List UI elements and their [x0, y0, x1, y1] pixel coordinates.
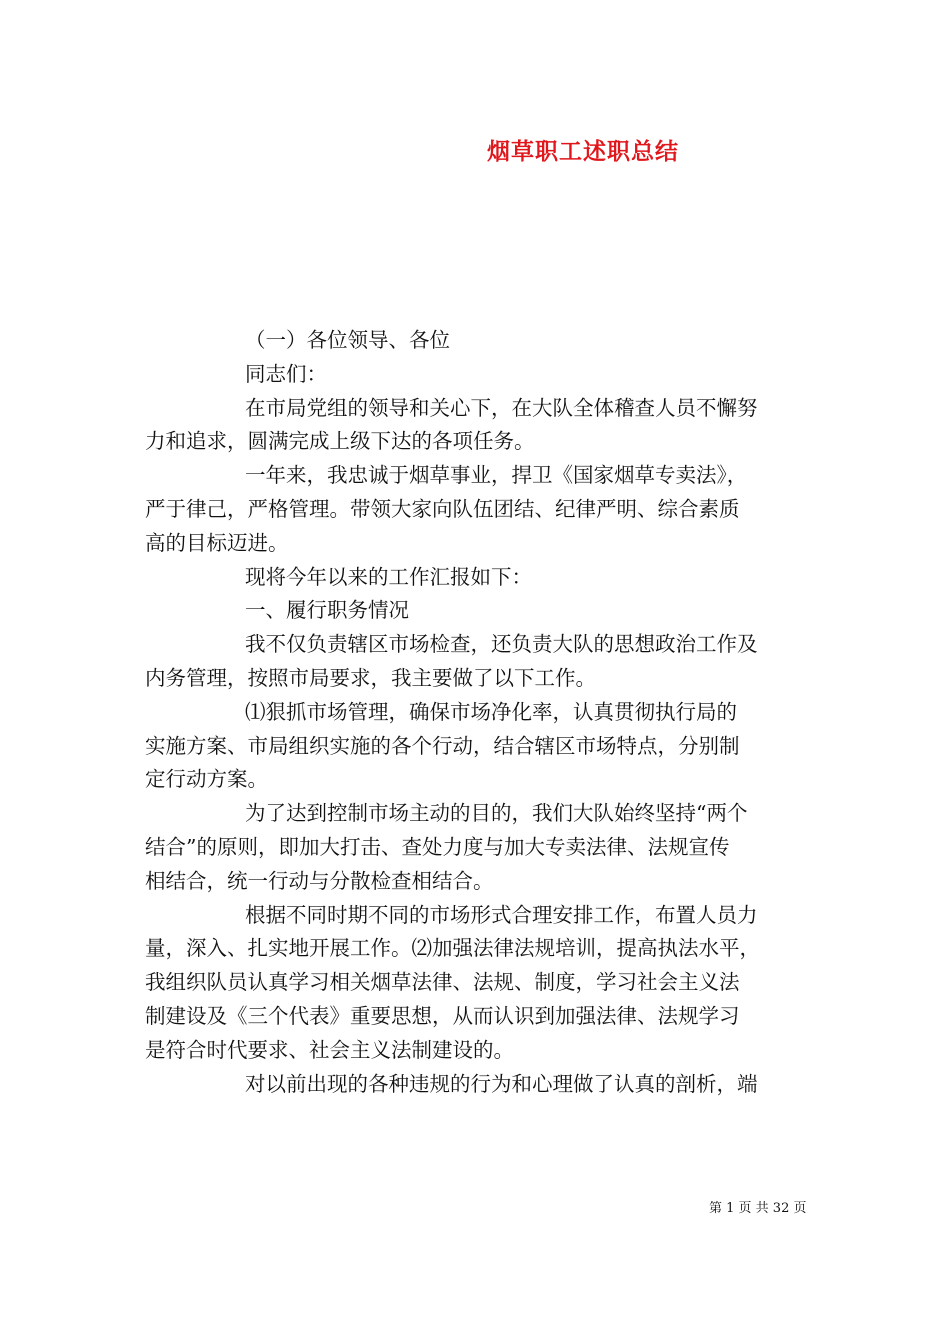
- body-line: 实施方案、市局组织实施的各个行动，结合辖区市场特点，分别制: [145, 733, 740, 758]
- body-line: 量，深入、扎实地开展工作。⑵加强法律法规培训，提高执法水平，: [145, 936, 760, 961]
- body-line: ⑴狠抓市场管理，确保市场净化率，认真贯彻执行局的: [245, 699, 737, 724]
- body-line: （一）各位领导、各位: [245, 328, 450, 352]
- body-line: 高的目标迈进。: [145, 530, 289, 555]
- body-line: 是符合时代要求、社会主义法制建设的。: [145, 1037, 514, 1062]
- body-line: 现将今年以来的工作汇报如下：: [245, 564, 532, 589]
- body-line: 对以前出现的各种违规的行为和心理做了认真的剖析，端: [245, 1071, 758, 1096]
- body-line: 根据不同时期不同的市场形式合理安排工作，布置人员力: [245, 902, 758, 927]
- body-line: 内务管理，按照市局要求，我主要做了以下工作。: [145, 665, 596, 690]
- body-line: 在市局党组的领导和关心下，在大队全体稽查人员不懈努: [245, 395, 758, 420]
- body-line: 力和追求，圆满完成上级下达的各项任务。: [145, 429, 535, 454]
- body-line: 我组织队员认真学习相关烟草法律、法规、制度，学习社会主义法: [145, 970, 740, 995]
- document-body: [145, 324, 810, 1101]
- body-line: 为了达到控制市场主动的目的，我们大队始终坚持“两个: [245, 801, 748, 826]
- body-line: 严于律己，严格管理。带领大家向队伍团结、纪律严明、综合素质: [145, 496, 740, 521]
- page-number: 第 1 页 共 32 页: [709, 1201, 807, 1216]
- body-line: 一年来，我忠诚于烟草事业，捍卫《国家烟草专卖法》，: [245, 463, 748, 488]
- body-line: 相结合，统一行动与分散检查相结合。: [145, 868, 494, 893]
- body-line: 一、履行职务情况: [245, 598, 409, 623]
- body-line: 制建设及《三个代表》重要思想，从而认识到加强法律、法规学习: [145, 1003, 740, 1028]
- document-title: 烟草职工述职总结: [487, 138, 679, 165]
- body-line: 我不仅负责辖区市场检查，还负责大队的思想政治工作及: [245, 632, 758, 657]
- body-line: 定行动方案。: [145, 767, 268, 792]
- body-line: 同志们：: [245, 361, 327, 386]
- body-line: 结合”的原则，即加大打击、查处力度与加大专卖法律、法规宣传: [145, 834, 730, 859]
